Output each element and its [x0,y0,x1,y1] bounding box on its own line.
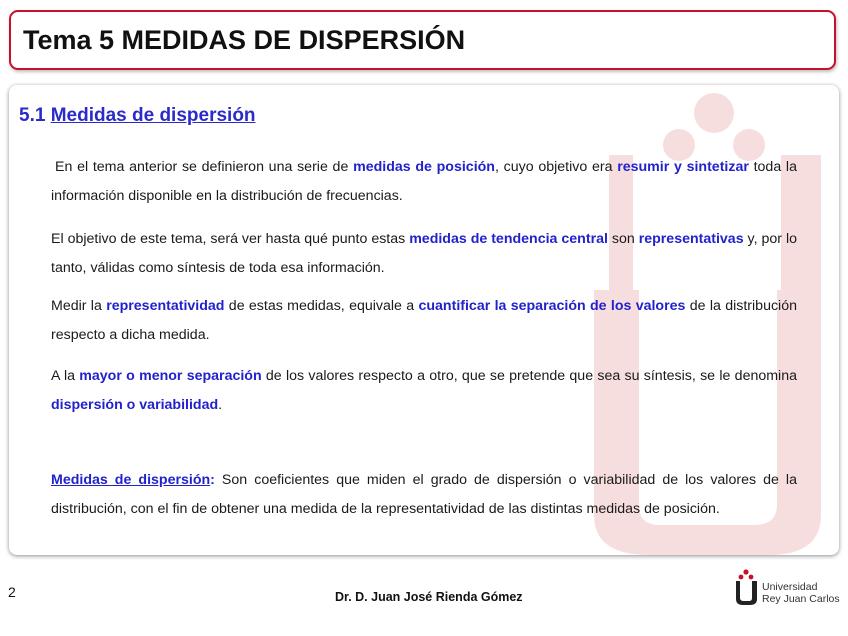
author-name: Dr. D. Juan José Rienda Gómez [335,590,523,604]
p2-text-3: y, por lo tanto, válidas como síntesis de toda esa información. [51,231,797,276]
university-logo-icon [732,569,762,611]
p1-highlight-2: resumir y sintetizar [617,159,749,175]
p4-text-3: . [218,397,223,413]
p3-highlight-1: representatividad [106,298,225,314]
p5-colon: : [210,472,215,488]
p3-text-1: Medir la [51,298,107,314]
p3-highlight-2: cuantificar la separación de los valores [418,298,686,314]
page-number: 2 [8,584,16,600]
logo-text-line-1: Universidad [762,581,818,593]
p2-highlight-2: representativas [638,231,744,247]
p1-highlight-1: medidas de posición [353,159,495,175]
logo-text-line-2: Rey Juan Carlos [762,593,840,605]
p5-text-1: Son coeficientes que miden el grado de dispersión o variabilidad de los valores de la distribución, con el fin de obtener una medida de la representatividad de las distintas medidas de posición. [51,472,797,517]
paragraph-3 [51,292,797,350]
p2-highlight-1: medidas de tendencia central [409,231,608,247]
p3-text-2: de estas medidas, equivale a [224,298,419,314]
content-box [9,85,839,555]
paragraph-5 [51,466,797,524]
p4-highlight-2: dispersión o variabilidad [51,397,219,413]
p4-text-1: A la [51,368,80,384]
paragraph-1 [51,153,797,211]
section-number: 5.1 [19,105,46,126]
p5-definition-term: Medidas de dispersión [51,472,211,488]
section-title-text: Medidas de dispersión [50,105,256,126]
section-title [19,105,256,127]
p4-highlight-1: mayor o menor separación [79,368,262,384]
p1-text-3: toda la información disponible en la distribución de frecuencias. [51,159,797,204]
p1-text-2: , cuyo objetivo era [494,159,618,175]
paragraph-2 [51,225,797,283]
slide-title-box [9,10,836,70]
paragraph-4 [51,362,797,420]
p3-text-3: de la distribución respecto a dicha medida. [51,298,797,343]
p1-text-1: En el tema anterior se definieron una serie de [55,159,354,175]
p4-text-2: de los valores respecto a otro, que se pretende que sea su síntesis, se le denomina [261,368,797,384]
p2-text-2: son [607,231,639,247]
p2-text-1: El objetivo de este tema, será ver hasta qué punto estas [51,231,410,247]
university-logo [730,567,840,627]
slide-title: Tema 5 MEDIDAS DE DISPERSIÓN [23,25,466,55]
logo-text [762,581,840,605]
